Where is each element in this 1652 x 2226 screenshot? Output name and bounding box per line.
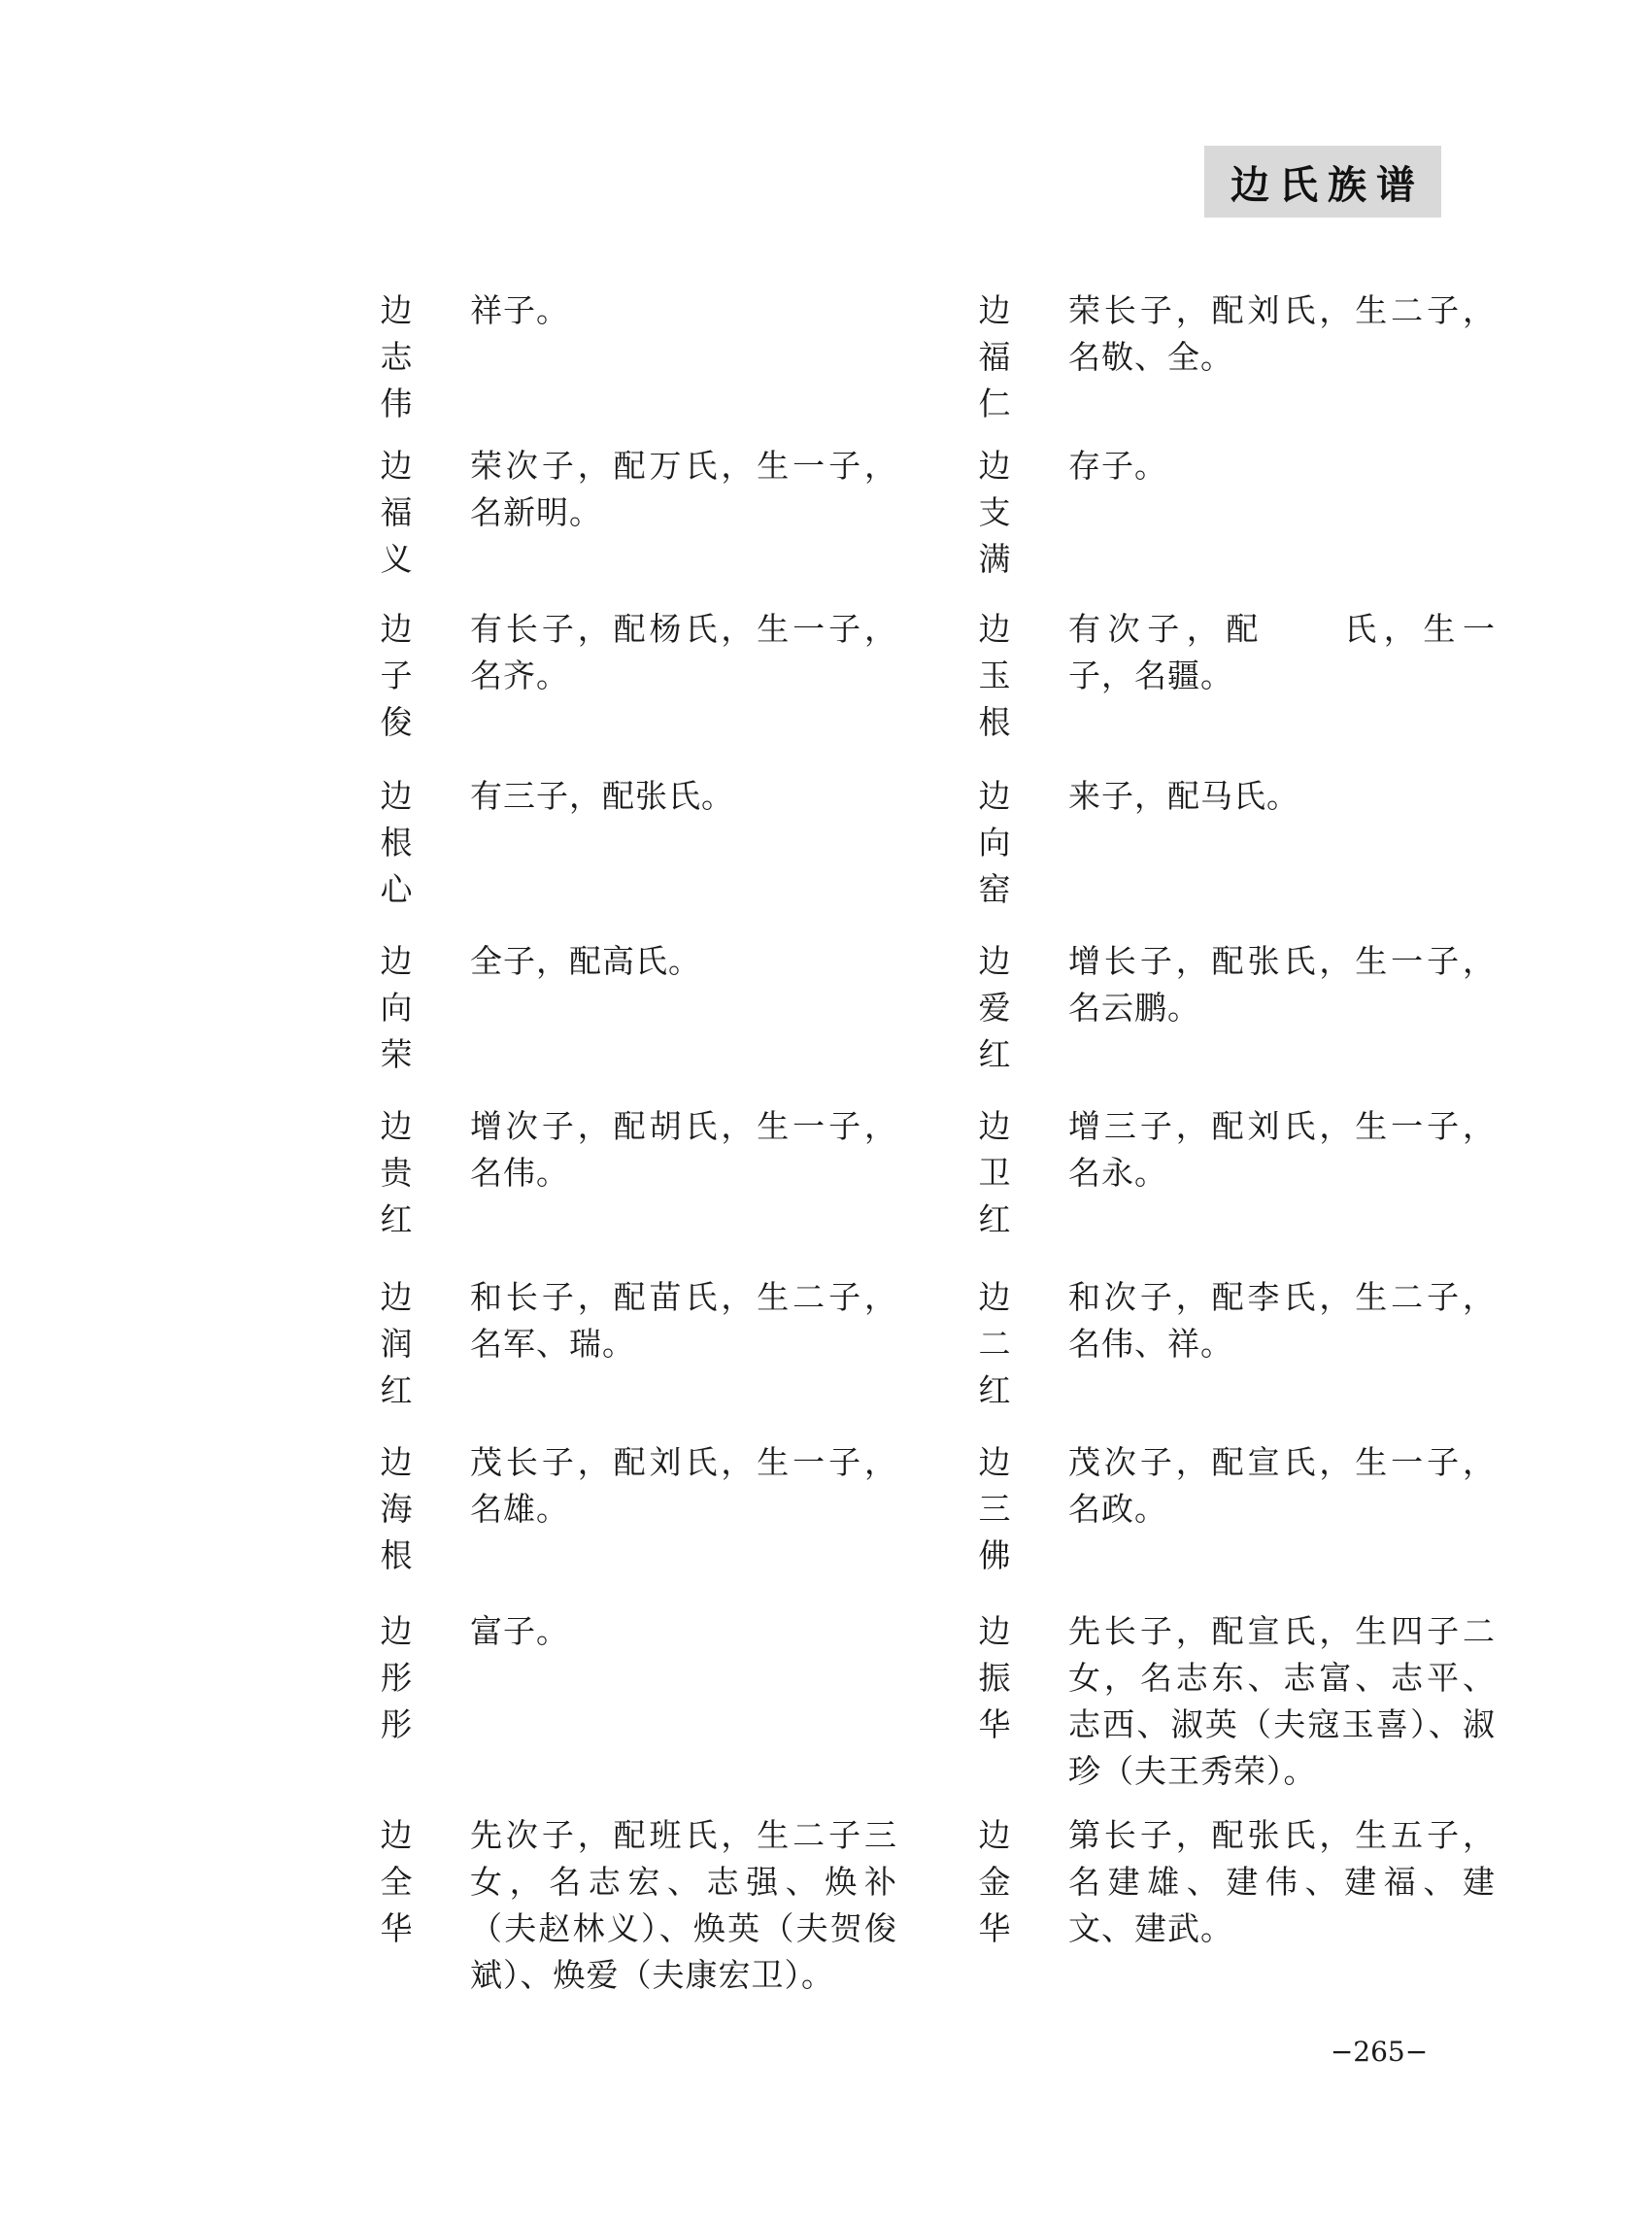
entry-description: 先长子，配宣氏，生四子二女，名志东、志富、志平、志西、淑英（夫寇玉喜）、淑珍（夫王秀荣）。: [1068, 1612, 1496, 1790]
name-char: 根: [380, 824, 413, 861]
entry-name: [975, 443, 1014, 583]
name-char: 边: [380, 1107, 413, 1145]
name-char: 边: [380, 1816, 413, 1854]
name-char: 边: [978, 777, 1011, 815]
name-char: 荣: [380, 1035, 413, 1073]
name-char: 根: [380, 1536, 413, 1574]
entry-name: [377, 1812, 416, 1952]
name-char: 边: [978, 1816, 1011, 1854]
entry-name: [377, 443, 416, 583]
entry-name: [377, 773, 416, 913]
entry-description: 增三子，配刘氏，生一子，名永。: [1068, 1107, 1496, 1192]
name-char: 福: [978, 338, 1011, 376]
name-char: 华: [380, 1909, 413, 1947]
name-char: 边: [978, 1443, 1011, 1481]
name-char: 华: [978, 1705, 1011, 1743]
name-char: 三: [978, 1490, 1011, 1528]
entry-description: 增次子，配胡氏，生一子，名伟。: [470, 1107, 897, 1192]
name-char: 子: [380, 657, 413, 694]
name-char: 边: [380, 1612, 413, 1650]
entry-description: 先次子，配班氏，生二子三女，名志宏、志强、焕补（夫赵林义）、焕英（夫贺俊斌）、焕爱（夫康宏卫）。: [470, 1816, 897, 1994]
name-char: 佛: [978, 1536, 1011, 1574]
name-char: 边: [380, 447, 413, 485]
entry-description: 有三子，配张氏。: [470, 777, 734, 815]
name-char: 心: [380, 870, 413, 908]
entry-name: [377, 1103, 416, 1243]
name-char: 仁: [978, 385, 1011, 422]
name-char: 华: [978, 1909, 1011, 1947]
entry-name: [975, 773, 1014, 913]
name-char: 红: [380, 1200, 413, 1238]
entry-description: 茂次子，配宣氏，生一子，名政。: [1068, 1443, 1496, 1528]
entry-name: [377, 1439, 416, 1579]
name-char: 边: [380, 291, 413, 329]
name-char: 边: [978, 942, 1011, 980]
entry-description: 富子。: [470, 1612, 569, 1650]
name-char: 爱: [978, 989, 1011, 1027]
name-char: 根: [978, 703, 1011, 741]
name-char: 边: [978, 1612, 1011, 1650]
entry-name: [975, 1103, 1014, 1243]
entry-name: [975, 1812, 1014, 1952]
name-char: 金: [978, 1863, 1011, 1901]
name-char: 满: [978, 540, 1011, 578]
name-char: 全: [380, 1863, 413, 1901]
name-char: 彤: [380, 1659, 413, 1697]
name-char: 润: [380, 1325, 413, 1363]
entry-name: [377, 1608, 416, 1748]
entry-description: 有长子，配杨氏，生一子，名齐。: [470, 610, 897, 694]
entry-name: [975, 1608, 1014, 1748]
header-title: 边氏族谱: [1231, 161, 1425, 208]
name-char: 边: [380, 942, 413, 980]
header-banner: [1204, 146, 1441, 218]
name-char: 红: [380, 1371, 413, 1409]
name-char: 边: [978, 1278, 1011, 1316]
entry-name: [377, 938, 416, 1078]
name-char: 彤: [380, 1705, 413, 1743]
name-char: 义: [380, 540, 413, 578]
entry-name: [377, 287, 416, 427]
entry-description: 增长子，配张氏，生一子，名云鹏。: [1068, 942, 1496, 1027]
name-char: 边: [380, 1278, 413, 1316]
entry-name: [377, 606, 416, 746]
name-char: 振: [978, 1659, 1011, 1697]
entry-description: 和次子，配李氏，生二子，名伟、祥。: [1068, 1278, 1496, 1363]
entry-description: 祥子。: [470, 291, 569, 329]
entry-name: [975, 1439, 1014, 1579]
entry-name: [975, 1274, 1014, 1414]
name-char: 玉: [978, 657, 1011, 694]
name-char: 边: [978, 291, 1011, 329]
name-char: 向: [978, 824, 1011, 861]
name-char: 边: [978, 1107, 1011, 1145]
entry-description: 荣长子，配刘氏，生二子，名敬、全。: [1068, 291, 1496, 376]
name-char: 支: [978, 493, 1011, 531]
name-char: 向: [380, 989, 413, 1027]
entry-name: [975, 287, 1014, 427]
name-char: 志: [380, 338, 413, 376]
name-char: 伟: [380, 385, 413, 422]
name-char: 边: [978, 610, 1011, 648]
entry-description: 第长子，配张氏，生五子，名建雄、建伟、建福、建文、建武。: [1068, 1816, 1496, 1947]
name-char: 边: [380, 777, 413, 815]
name-char: 二: [978, 1325, 1011, 1363]
entry-description: 有次子，配 氏，生一子，名疆。: [1068, 610, 1496, 694]
name-char: 海: [380, 1490, 413, 1528]
name-char: 窑: [978, 870, 1011, 908]
entry-description: 和长子，配苗氏，生二子，名军、瑞。: [470, 1278, 897, 1363]
entry-description: 全子，配高氏。: [470, 942, 701, 980]
name-char: 红: [978, 1371, 1011, 1409]
name-char: 福: [380, 493, 413, 531]
entry-description: 来子，配马氏。: [1068, 777, 1299, 815]
entry-description: 茂长子，配刘氏，生一子，名雄。: [470, 1443, 897, 1528]
entry-description: 荣次子，配万氏，生一子，名新明。: [470, 447, 897, 531]
name-char: 俊: [380, 703, 413, 741]
entry-name: [377, 1274, 416, 1414]
page-number: −265−: [1330, 2036, 1429, 2068]
entry-name: [975, 938, 1014, 1078]
name-char: 卫: [978, 1154, 1011, 1192]
entry-description: 存子。: [1068, 447, 1167, 485]
name-char: 红: [978, 1200, 1011, 1238]
name-char: 贵: [380, 1154, 413, 1192]
name-char: 边: [978, 447, 1011, 485]
entry-name: [975, 606, 1014, 746]
name-char: 边: [380, 610, 413, 648]
name-char: 红: [978, 1035, 1011, 1073]
name-char: 边: [380, 1443, 413, 1481]
